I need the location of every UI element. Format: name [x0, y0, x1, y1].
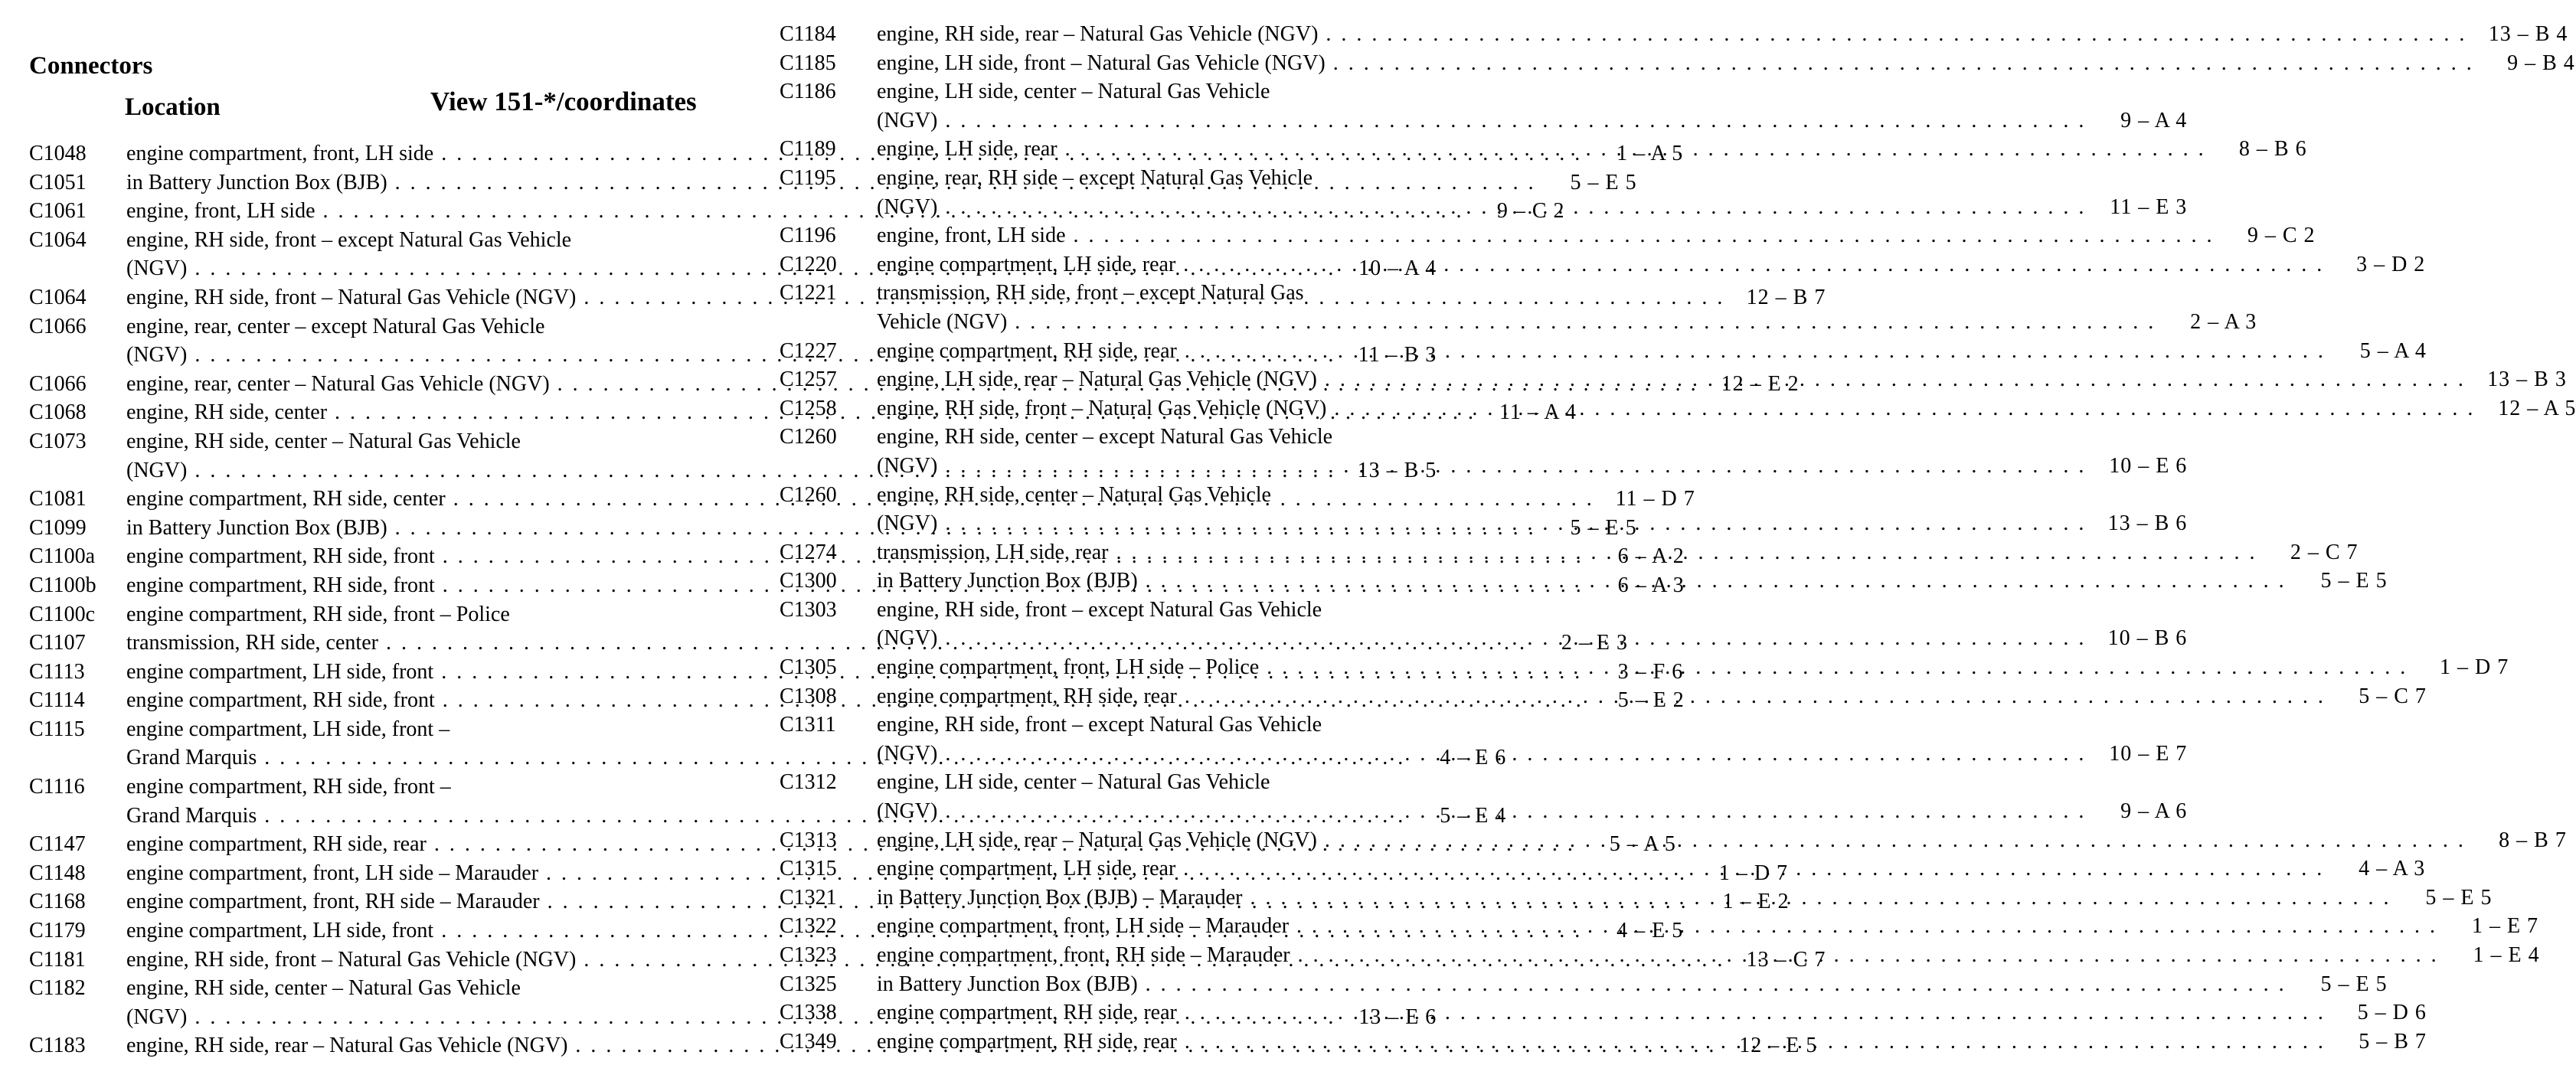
connector-location: engine compartment, front, RH side – Marauder: [126, 890, 540, 914]
connector-location: engine compartment, front, RH side – Marauder: [877, 943, 1290, 967]
connector-id: C1179: [29, 919, 86, 943]
connector-location: engine, RH side, front – Natural Gas Vehicle (NGV): [126, 947, 577, 972]
connector-entry: [780, 337, 2427, 366]
connector-id: C1061: [29, 199, 87, 224]
connector-id: C1322: [780, 914, 837, 939]
connector-location: engine, LH side, rear: [877, 137, 1058, 162]
connector-id: C1305: [780, 655, 837, 680]
connector-location: engine, RH side, front – except Natural Gas Vehicle: [877, 597, 1322, 622]
view-coordinate: 10 – B 6: [2107, 626, 2188, 651]
connector-entry: [780, 77, 2188, 135]
connector-location: engine compartment, RH side, front: [126, 688, 435, 713]
dot-leader: [1296, 912, 2437, 941]
connector-location: Grand Marquis: [126, 803, 257, 828]
connector-id: C1051: [29, 170, 87, 194]
connector-location: engine compartment, RH side, center: [126, 487, 446, 511]
connector-location: engine, RH side, center – Natural Gas Vehicle: [126, 976, 521, 1001]
view-coordinate: 12 – E 2: [1721, 371, 1800, 396]
connector-id: C1185: [780, 51, 836, 75]
connector-location: transmission, LH side, rear: [877, 540, 1109, 564]
connector-location: engine, RH side, center: [126, 400, 328, 425]
connector-location: in Battery Junction Box (BJB): [126, 170, 387, 194]
connector-location: engine compartment, RH side, rear: [877, 338, 1177, 363]
connector-location: engine compartment, RH side, front: [126, 544, 435, 569]
connector-location: engine, front, LH side: [126, 199, 315, 224]
connector-location: engine compartment, LH side, front –: [126, 717, 450, 741]
connector-id: C1100a: [29, 544, 96, 569]
view-coordinate: 3 – D 2: [2356, 252, 2426, 276]
connector-location: (NGV): [877, 108, 938, 132]
view-coordinate: 1 – E 2: [1722, 890, 1790, 914]
dot-leader: [945, 106, 2086, 136]
connector-location: (NGV): [877, 626, 938, 651]
dot-leader: [1325, 365, 2466, 394]
connector-id: C1274: [780, 540, 837, 564]
connector-id: C1100c: [29, 602, 96, 626]
connector-location: engine compartment, RH side, front: [126, 573, 435, 597]
connector-id: C1257: [780, 368, 837, 392]
connector-entry: [780, 423, 2188, 480]
connector-id: C1115: [29, 717, 85, 741]
connector-id: C1220: [780, 252, 837, 276]
connector-location: engine, RH side, center – Natural Gas Vehicle: [126, 429, 521, 453]
connector-entry: [780, 221, 2316, 250]
connector-id: C1099: [29, 515, 87, 540]
dot-leader: [1183, 854, 2324, 884]
dot-leader: [1250, 884, 2391, 913]
connector-id: C1349: [780, 1029, 837, 1054]
view-coordinate: 1 – E 4: [2473, 943, 2540, 967]
connector-id: C1189: [780, 137, 836, 162]
connector-location: engine, LH side, center – Natural Gas Vehicle: [877, 80, 1270, 104]
view-coordinate: 8 – B 7: [2499, 828, 2567, 852]
connector-location: engine compartment, LH side, rear: [877, 857, 1176, 881]
view-coordinate: 5 – E 2: [1617, 688, 1685, 713]
view-coordinate: 11 – B 3: [1358, 343, 1437, 368]
view-coordinate: 1 – D 7: [1718, 861, 1789, 885]
connector-id: C1183: [29, 1034, 86, 1058]
view-coordinate: 12 – B 7: [1746, 285, 1826, 309]
dot-leader: [1185, 998, 2326, 1027]
connector-location: engine, RH side, front – except Natural Gas Vehicle: [126, 227, 572, 252]
connector-id: C1066: [29, 371, 87, 396]
view-coordinate: 5 – D 6: [2357, 1001, 2427, 1025]
view-coordinate: 1 – E 7: [2471, 914, 2539, 939]
connector-id: C1221: [780, 281, 837, 305]
view-coordinate: 5 – E 5: [1570, 515, 1637, 540]
connector-id: C1196: [780, 224, 836, 248]
connector-location: engine, LH side, center – Natural Gas Vehicle: [877, 770, 1270, 795]
connector-id: C1168: [29, 890, 86, 914]
connector-location: engine, RH side, front – Natural Gas Vehicle (NGV): [877, 396, 1327, 420]
connector-id: C1064: [29, 285, 87, 309]
view-coordinate: 5 – B 7: [2359, 1029, 2427, 1054]
dot-leader: [945, 797, 2086, 826]
connector-location: engine compartment, RH side, rear: [126, 832, 427, 857]
connector-location: engine, RH side, center – except Natural Gas Vehicle: [877, 425, 1333, 449]
connector-id: C1182: [29, 976, 86, 1001]
connector-location: engine, RH side, center – Natural Gas Vehicle: [877, 482, 1271, 507]
dot-leader: [1065, 135, 2206, 164]
connector-id: C1323: [780, 943, 837, 967]
connector-location: (NGV): [877, 194, 938, 219]
connector-id: C1114: [29, 688, 85, 713]
dot-leader: [1185, 1027, 2326, 1057]
connector-id: C1321: [780, 885, 837, 910]
connector-location: engine, LH side, rear – Natural Gas Vehicle (NGV): [877, 828, 1317, 852]
connector-id: C1148: [29, 861, 86, 885]
view-coordinate: 2 – A 3: [2190, 309, 2257, 334]
connector-location: transmission, RH side, front – except Natural Gas: [877, 281, 1304, 305]
view-coordinate: 10 – A 4: [1358, 256, 1437, 281]
dot-leader: [1074, 221, 2215, 250]
view-coordinate: 5 – E 5: [1570, 170, 1637, 194]
view-coordinate: 13 – B 6: [2107, 511, 2188, 536]
view-coordinate: 5 – E 5: [2320, 569, 2388, 593]
dot-leader: [1015, 308, 2156, 337]
connector-location: engine compartment, RH side, rear: [877, 1001, 1177, 1025]
dot-leader: [1333, 49, 2474, 78]
connector-location: in Battery Junction Box (BJB): [126, 515, 387, 540]
dot-leader: [945, 193, 2086, 222]
view-coordinate: 5 – C 7: [2359, 684, 2427, 708]
view-coordinate: 12 – A 5: [2498, 396, 2576, 420]
connector-location: engine, rear, center – except Natural Gas Vehicle: [126, 314, 545, 338]
view-coordinate: 5 – A 5: [1609, 832, 1676, 857]
dot-leader: [945, 509, 2086, 538]
connector-id: C1147: [29, 832, 86, 857]
connector-location: (NGV): [126, 343, 188, 368]
connector-location: engine, LH side, front – Natural Gas Vehicle (NGV): [877, 51, 1326, 75]
connector-location: engine compartment, front, LH side – Marauder: [877, 914, 1290, 939]
view-coordinate: 12 – E 5: [1739, 1034, 1818, 1058]
connector-location: in Battery Junction Box (BJB) – Marauder: [877, 885, 1243, 910]
view-coordinate: 9 – B 4: [2507, 51, 2575, 75]
connector-location: engine compartment, RH side, front – Police: [126, 602, 510, 626]
view-coordinate: 6 – A 3: [1617, 573, 1685, 597]
connector-id: C1338: [780, 1001, 837, 1025]
view-coordinate: 4 – E 6: [1440, 746, 1507, 770]
connector-location: engine, rear, RH side – except Natural Gas Vehicle: [877, 165, 1313, 190]
connector-location: engine, RH side, rear – Natural Gas Vehicle (NGV): [877, 22, 1319, 46]
view-coordinate: 13 – B 5: [1357, 458, 1437, 482]
connector-location: engine compartment, LH side, front: [126, 919, 434, 943]
view-coordinate: 1 – D 7: [2439, 655, 2509, 680]
connector-id: C1181: [29, 947, 86, 972]
connector-location: Grand Marquis: [126, 746, 257, 770]
connector-id: C1303: [780, 597, 837, 622]
connector-location: engine, RH side, front – except Natural Gas Vehicle: [877, 713, 1322, 737]
connector-location: engine, RH side, front – Natural Gas Vehicle (NGV): [126, 285, 577, 309]
connector-location: (NGV): [877, 741, 938, 766]
view-coordinate: 13 – B 3: [2487, 368, 2567, 392]
connector-id: C1064: [29, 227, 87, 252]
connector-id: C1258: [780, 396, 837, 420]
connector-id: C1081: [29, 487, 87, 511]
connector-location: engine compartment, LH side, rear: [877, 252, 1176, 276]
connector-id: C1227: [780, 338, 837, 363]
dot-leader: [1183, 250, 2324, 279]
connector-id: C1260: [780, 482, 837, 507]
view-coordinate: 11 – E 3: [2110, 194, 2188, 219]
dot-leader: [1326, 20, 2466, 49]
view-coordinate: 1 – A 5: [1617, 142, 1684, 165]
connector-id: C1186: [780, 80, 836, 104]
connector-id: C1195: [780, 165, 836, 190]
dot-leader: [945, 452, 2086, 481]
connector-location: (NGV): [877, 799, 938, 824]
dot-leader: [1334, 394, 2475, 423]
dot-leader: [1146, 567, 2287, 596]
view-coordinate: 10 – E 6: [2109, 453, 2188, 478]
view-coordinate: 8 – B 6: [2238, 137, 2307, 162]
connector-id: C1308: [780, 684, 837, 708]
view-coordinate: 5 – E 4: [1440, 803, 1507, 828]
view-coordinate: 11 – D 7: [1615, 487, 1695, 511]
view-coordinate: 5 – E 5: [2425, 885, 2493, 910]
connector-location: (NGV): [877, 511, 938, 536]
dot-leader: [1146, 970, 2287, 999]
connector-entry: [780, 49, 2575, 78]
view-coordinate: 5 – A 4: [2359, 338, 2427, 363]
view-coordinate: 4 – E 5: [1617, 919, 1684, 943]
view-coordinate: 9 – A 4: [2120, 108, 2188, 132]
connector-location: engine compartment, RH side, rear: [877, 684, 1177, 708]
connector-entry: [780, 20, 2568, 49]
view-coordinate: 9 – A 6: [2120, 799, 2188, 824]
dot-leader: [1267, 653, 2408, 682]
location-header: Location: [125, 93, 221, 121]
connector-entry: [780, 970, 2388, 999]
connector-location: Vehicle (NGV): [877, 309, 1008, 334]
view-coordinate: 9 – C 2: [2247, 224, 2316, 248]
dot-leader: [1185, 337, 2326, 366]
connector-id: C1184: [780, 22, 836, 46]
connector-id: C1313: [780, 828, 837, 852]
connector-location: engine, front, LH side: [877, 224, 1066, 248]
connector-id: C1315: [780, 857, 837, 881]
connector-id: C1300: [780, 569, 837, 593]
connector-entry: [780, 710, 2188, 768]
connector-location: engine compartment, front, LH side – Police: [877, 655, 1260, 680]
connector-id: C1073: [29, 429, 87, 453]
view-coordinate: 11 – A 4: [1499, 400, 1577, 425]
connector-id: C1312: [780, 770, 837, 795]
connector-entry: [29, 600, 731, 629]
connector-location: engine, RH side, rear – Natural Gas Vehicle (NGV): [126, 1034, 568, 1058]
connector-location: engine compartment, RH side, rear: [877, 1029, 1177, 1054]
connector-location: (NGV): [126, 1004, 188, 1029]
dot-leader: [1298, 941, 2439, 970]
connector-location: engine, LH side, rear – Natural Gas Vehicle (NGV): [877, 368, 1317, 392]
connector-location: engine compartment, RH side, front –: [126, 775, 451, 799]
section-title: Connectors: [29, 52, 153, 80]
dot-leader: [945, 624, 2086, 653]
connector-location: engine compartment, front, LH side – Marauder: [126, 861, 539, 885]
connector-entry: [780, 394, 2576, 423]
view-coordinate: 10 – E 7: [2109, 741, 2188, 766]
connector-location: engine compartment, LH side, front: [126, 659, 434, 684]
connector-location: (NGV): [126, 458, 188, 482]
connector-id: C1113: [29, 659, 85, 684]
dot-leader: [945, 740, 2086, 769]
connector-id: C1066: [29, 314, 87, 338]
view-coordinate: 6 – A 2: [1617, 544, 1685, 569]
view-coordinate: 13 – C 7: [1746, 947, 1826, 972]
connector-id: C1260: [780, 425, 837, 449]
view-coordinate: 9 – C 2: [1496, 199, 1565, 224]
view-coordinate: 13 – B 4: [2488, 22, 2568, 46]
dot-leader: [1325, 826, 2466, 855]
connector-id: C1048: [29, 142, 87, 165]
view-coordinate: 13 – E 6: [1358, 1004, 1437, 1029]
connector-id: C1107: [29, 631, 86, 655]
connector-location: transmission, RH side, center: [126, 631, 378, 655]
connector-location: (NGV): [126, 256, 188, 281]
view-coordinate: 5 – E 5: [2320, 972, 2388, 996]
connector-entry: [780, 768, 2188, 825]
connector-entry: [780, 998, 2427, 1027]
connector-entry: [780, 250, 2426, 279]
dot-leader: [1116, 538, 2257, 567]
view-coordinates-header: View 151-*/coordinates: [430, 87, 697, 116]
connector-id: C1311: [780, 713, 836, 737]
connector-id: C1068: [29, 400, 87, 425]
connector-id: C1116: [29, 775, 85, 799]
connector-location: engine compartment, front, LH side: [126, 142, 434, 165]
view-coordinate: 2 – E 3: [1561, 631, 1628, 655]
view-coordinate: 4 – A 3: [2359, 857, 2426, 881]
connector-id: C1100b: [29, 573, 96, 597]
connector-location: in Battery Junction Box (BJB): [877, 569, 1138, 593]
view-coordinate: 3 – F 6: [1617, 659, 1684, 684]
connector-location: engine, rear, center – Natural Gas Vehicle (NGV): [126, 371, 550, 396]
dot-leader: [1185, 682, 2326, 711]
connector-id: C1325: [780, 972, 837, 996]
connector-location: in Battery Junction Box (BJB): [877, 972, 1138, 996]
view-coordinate: 2 – C 7: [2290, 540, 2359, 564]
connector-location: (NGV): [877, 453, 938, 478]
